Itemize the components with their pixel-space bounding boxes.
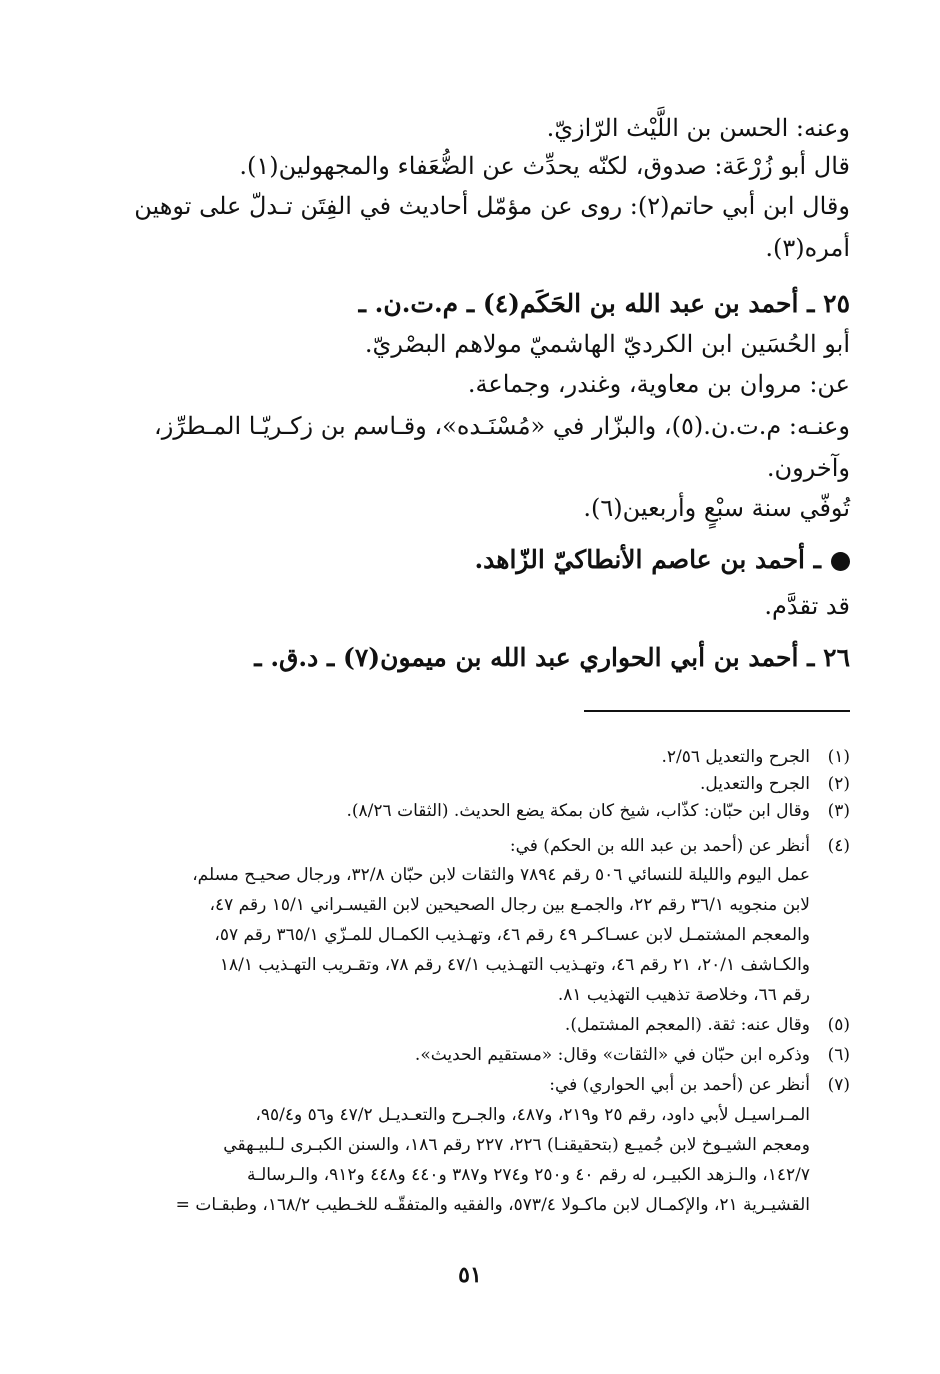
- bullet-icon: [831, 552, 850, 571]
- entry-25-students-cont: وآخرون.: [766, 454, 850, 482]
- entry-25-death: تُوفّي سنة سبْعٍ وأربعين(٦).: [583, 494, 850, 522]
- footnote-7-number: (٧): [827, 1075, 850, 1095]
- footnote-2-number: (٢): [827, 774, 850, 794]
- footnote-4-line: والمعجم المشتمـل لابن عسـاكـر ٤٩ رقم ٤٦، وتهـذيب الكمـال للمـزّي ٣٦٥/١ رقم ٥٧،: [214, 925, 810, 945]
- footnote-5: [565, 1014, 850, 1036]
- narrator-line: وعنه: الحسن بن اللَّيْث الرّازيّ.: [546, 114, 850, 142]
- footnote-3-number: (٣): [827, 801, 850, 821]
- footnote-7-line: القشيـرية ٢١، والإكمـال لابن ماكـولا ٥٧٣/٤، والفقيه والمتفقّـه للخـطيب ١٦٨/٢، وطبقـات =: [175, 1195, 810, 1215]
- footnote-1-text: الجرح والتعديل ٢/٥٦.: [661, 747, 810, 767]
- footnote-7-line: ١٤٢/٧، والـزهد الكبيـر، له رقم ٤٠ و٢٥٠ و٢٧٤ و٣٨٧ و٤٤٠ و٤٤٨ و٩١٢، والـرسالـة: [247, 1165, 810, 1185]
- footnote-5-text: وقال عنه: ثقة. (المعجم المشتمل).: [564, 1015, 810, 1035]
- entry-25-students: وعنـه: م.ت.ن.(٥)، والبزّار في «مُسْنَـده»، وقـاسم بن زكـريّـا المـطرِّز،: [153, 412, 850, 440]
- footnote-6-number: (٦): [827, 1045, 850, 1065]
- abu-zura-quote: قال أبو زُرْعَة: صدوق، لكنّه يحدِّث عن الضُّعَفاء والمجهولين(١).: [239, 152, 850, 180]
- continuation-line: أمره(٣).: [765, 234, 850, 262]
- page-number: ٥١: [458, 1262, 482, 1288]
- footnote-2: [700, 773, 850, 795]
- entry-25-title: ٢٥ ـ أحمد بن عبد الله بن الحَكَم(٤) ـ م.ت.ن. ـ: [358, 289, 850, 318]
- footnote-7: [549, 1074, 850, 1096]
- footnote-4-line: لابن منجويه ٣٦/١ رقم ٢٢، والجمـع بين رجال الصحيحين لابن القيسـراني ١٥/١ رقم ٤٧،: [209, 895, 810, 915]
- footnote-1-number: (١): [827, 747, 850, 767]
- footnote-1: [661, 746, 850, 768]
- footnote-3: [347, 800, 851, 822]
- footnote-7-line: ومعجم الشيـوخ لابن جُميـع (بتحقيقنـا) ٢٢٦، ٢٢٧ رقم ١٨٦، والسنن الكبـرى لـلبيـهقي: [223, 1135, 810, 1155]
- footnote-2-text: الجرح والتعديل.: [699, 774, 810, 794]
- footnote-4-line: والكـاشف ٢٠/١، ٢١ رقم ٤٦، وتهـذيب التهـذيب ٤٧/١ رقم ٧٨، وتقـريب التهـذيب ١٨/١: [219, 955, 810, 975]
- footnote-5-number: (٥): [827, 1015, 850, 1035]
- footnote-separator: [584, 710, 850, 712]
- entry-25-kunya: أبو الحُسَين ابن الكرديّ الهاشميّ مولاهم البصْريّ.: [364, 330, 850, 358]
- bullet-entry-note: قد تقدَّم.: [764, 592, 850, 620]
- bullet-entry-text: ـ أحمد بن عاصم الأنطاكيّ الزّاهد.: [474, 545, 821, 574]
- ibn-abi-hatim-quote: وقال ابن أبي حاتم(٢): روى عن مؤمّل أحاديث في الفِتَن تـدلّ على توهين: [134, 192, 850, 220]
- entry-25-teachers: عن: مروان بن معاوية، وغندر، وجماعة.: [467, 370, 850, 398]
- footnote-4-line: عمل اليوم والليلة للنسائي ٥٠٦ رقم ٧٨٩٤ والثقات لابن حبّان ٣٢/٨، ورجال صحيـح مسلم،: [192, 865, 810, 885]
- footnote-6: [415, 1044, 850, 1066]
- footnote-7-line: المـراسيـل لأبي داود، رقم ٢٥ و٢١٩، و٤٨٧، والجـرح والتعـديـل ٤٧/٢ و٥٦ و٩٥/٤،: [255, 1105, 810, 1125]
- entry-26-title: ٢٦ ـ أحمد بن أبي الحواري عبد الله بن ميمون(٧) ـ د.ق. ـ: [254, 643, 850, 672]
- footnote-6-text: وذكره ابن حبّان في «الثقات» وقال: «مستقيم الحديث».: [414, 1045, 810, 1065]
- footnote-7-text: أنظر عن (أحمد بن أبي الحواري) في:: [549, 1075, 810, 1095]
- bullet-entry-title: [474, 544, 850, 576]
- footnote-4-line: رقم ٦٦، وخلاصة تذهيب التهذيب ٨١.: [557, 985, 810, 1005]
- footnote-4-text: أنظر عن (أحمد بن عبد الله بن الحكم) في:: [509, 836, 810, 856]
- footnote-4: [510, 835, 850, 857]
- footnote-3-text: وقال ابن حبّان: كذّاب، شيخ كان بمكة يضع الحديث. (الثقات ٨/٢٦).: [346, 801, 810, 821]
- footnote-4-number: (٤): [827, 836, 850, 856]
